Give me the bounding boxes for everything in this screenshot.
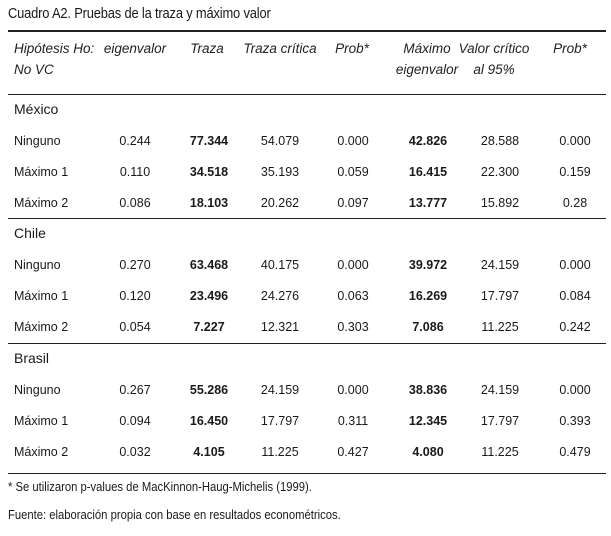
cell-eigenvalor: 0.120	[119, 289, 151, 303]
cell-eigenvalor: 0.054	[119, 320, 151, 334]
cell-maximo: 7.086	[412, 320, 444, 334]
footnote: * Se utilizaron p-values de MacKinnon-Haug-Michelis (1999).	[8, 480, 312, 494]
header-hipotesis-line: No VC	[14, 62, 54, 77]
cell-eigenvalor: 0.244	[119, 134, 151, 148]
cell-traza-critica: 24.276	[260, 289, 300, 303]
cell-valor-critico: 22.300	[480, 165, 520, 179]
cell-valor-critico: 11.225	[481, 320, 519, 334]
cell-prob2: 0.000	[559, 134, 591, 148]
cell-maximo: 16.415	[408, 165, 448, 179]
cell-traza: 63.468	[189, 258, 229, 272]
header-eigenvalor-line: eigenvalor	[103, 41, 167, 56]
cell-maximo: 39.972	[408, 258, 448, 272]
cell-traza: 16.450	[189, 414, 229, 428]
country-label: México	[14, 101, 59, 117]
cell-maximo: 42.826	[408, 134, 448, 148]
table-row	[0, 193, 611, 213]
cell-traza-critica: 54.079	[260, 134, 300, 148]
cell-traza-critica: 12.321	[260, 320, 300, 334]
cell-prob2: 0.479	[559, 445, 591, 459]
cell-prob2: 0.084	[559, 289, 591, 303]
cell-prob2: 0.28	[562, 196, 588, 210]
table-row	[0, 162, 611, 182]
header-prob2-line: Prob*	[553, 41, 587, 56]
cell-valor-critico: 24.159	[480, 383, 520, 397]
cell-valor-critico: 15.892	[480, 196, 520, 210]
cell-traza-critica: 17.797	[260, 414, 300, 428]
table-row	[0, 442, 611, 462]
section-rule	[8, 218, 606, 219]
cell-prob1: 0.303	[337, 320, 369, 334]
row-hypothesis: Máximo 1	[14, 289, 69, 303]
top-rule	[8, 30, 606, 32]
cell-valor-critico: 24.159	[480, 258, 520, 272]
cell-maximo: 12.345	[408, 414, 448, 428]
header-valor-critico-line: Valor crítico	[458, 41, 530, 56]
cell-valor-critico: 17.797	[480, 289, 520, 303]
cell-eigenvalor: 0.094	[119, 414, 151, 428]
table-row	[0, 255, 611, 275]
cell-maximo: 13.777	[408, 196, 448, 210]
bottom-rule	[8, 473, 606, 474]
cell-prob1: 0.000	[337, 258, 369, 272]
row-hypothesis: Ninguno	[14, 383, 61, 397]
cell-prob2: 0.393	[559, 414, 591, 428]
row-hypothesis: Máximo 1	[14, 414, 69, 428]
cell-traza: 4.105	[193, 445, 225, 459]
cell-traza: 55.286	[189, 383, 229, 397]
section-rule	[8, 94, 606, 95]
header-hipotesis-line: Hipótesis Ho:	[14, 41, 95, 56]
cell-prob1: 0.097	[337, 196, 369, 210]
cell-prob1: 0.063	[337, 289, 369, 303]
cell-prob1: 0.059	[337, 165, 369, 179]
cell-prob1: 0.000	[337, 383, 369, 397]
row-hypothesis: Ninguno	[14, 258, 61, 272]
cell-prob2: 0.159	[559, 165, 591, 179]
cell-eigenvalor: 0.086	[119, 196, 151, 210]
cell-traza-critica: 11.225	[261, 445, 299, 459]
header-maximo-line: Máximo	[403, 41, 451, 56]
cell-traza: 7.227	[193, 320, 225, 334]
table-row	[0, 380, 611, 400]
cell-eigenvalor: 0.110	[119, 165, 151, 179]
cell-maximo: 16.269	[408, 289, 448, 303]
cell-prob2: 0.242	[559, 320, 591, 334]
cell-traza: 18.103	[189, 196, 229, 210]
row-hypothesis: Máximo 2	[14, 320, 69, 334]
table-title: Cuadro A2. Pruebas de la traza y máximo valor	[8, 5, 271, 22]
header-valor-critico-line: al 95%	[473, 62, 515, 77]
cell-traza: 77.344	[189, 134, 229, 148]
row-hypothesis: Máximo 2	[14, 196, 69, 210]
cell-eigenvalor: 0.270	[119, 258, 151, 272]
header-prob1-line: Prob*	[335, 41, 369, 56]
cell-valor-critico: 11.225	[481, 445, 519, 459]
table-row	[0, 286, 611, 306]
cell-traza-critica: 20.262	[260, 196, 300, 210]
cell-prob2: 0.000	[559, 383, 591, 397]
table-row	[0, 317, 611, 337]
cell-prob1: 0.311	[337, 414, 369, 428]
cell-prob2: 0.000	[559, 258, 591, 272]
cell-eigenvalor: 0.267	[119, 383, 151, 397]
cell-traza-critica: 24.159	[260, 383, 300, 397]
cell-traza-critica: 40.175	[260, 258, 300, 272]
cell-prob1: 0.000	[337, 134, 369, 148]
row-hypothesis: Ninguno	[14, 134, 61, 148]
country-label: Chile	[14, 225, 46, 241]
country-label: Brasil	[14, 350, 50, 366]
source-note: Fuente: elaboración propia con base en resultados econométricos.	[8, 508, 341, 522]
cell-traza: 23.496	[189, 289, 229, 303]
cell-prob1: 0.427	[337, 445, 369, 459]
cell-traza: 34.518	[189, 165, 229, 179]
header-traza-line: Traza	[190, 41, 224, 56]
header-traza-critica-line: Traza crítica	[243, 41, 317, 56]
table-row	[0, 131, 611, 151]
row-hypothesis: Máximo 2	[14, 445, 69, 459]
cell-traza-critica: 35.193	[260, 165, 300, 179]
row-hypothesis: Máximo 1	[14, 165, 69, 179]
cell-eigenvalor: 0.032	[119, 445, 151, 459]
header-prob2	[520, 38, 611, 59]
table-row	[0, 411, 611, 431]
header-maximo-line: eigenvalor	[395, 62, 459, 77]
cell-valor-critico: 17.797	[480, 414, 520, 428]
cell-maximo: 38.836	[408, 383, 448, 397]
cell-valor-critico: 28.588	[480, 134, 520, 148]
section-rule	[8, 343, 606, 344]
cell-maximo: 4.080	[412, 445, 444, 459]
